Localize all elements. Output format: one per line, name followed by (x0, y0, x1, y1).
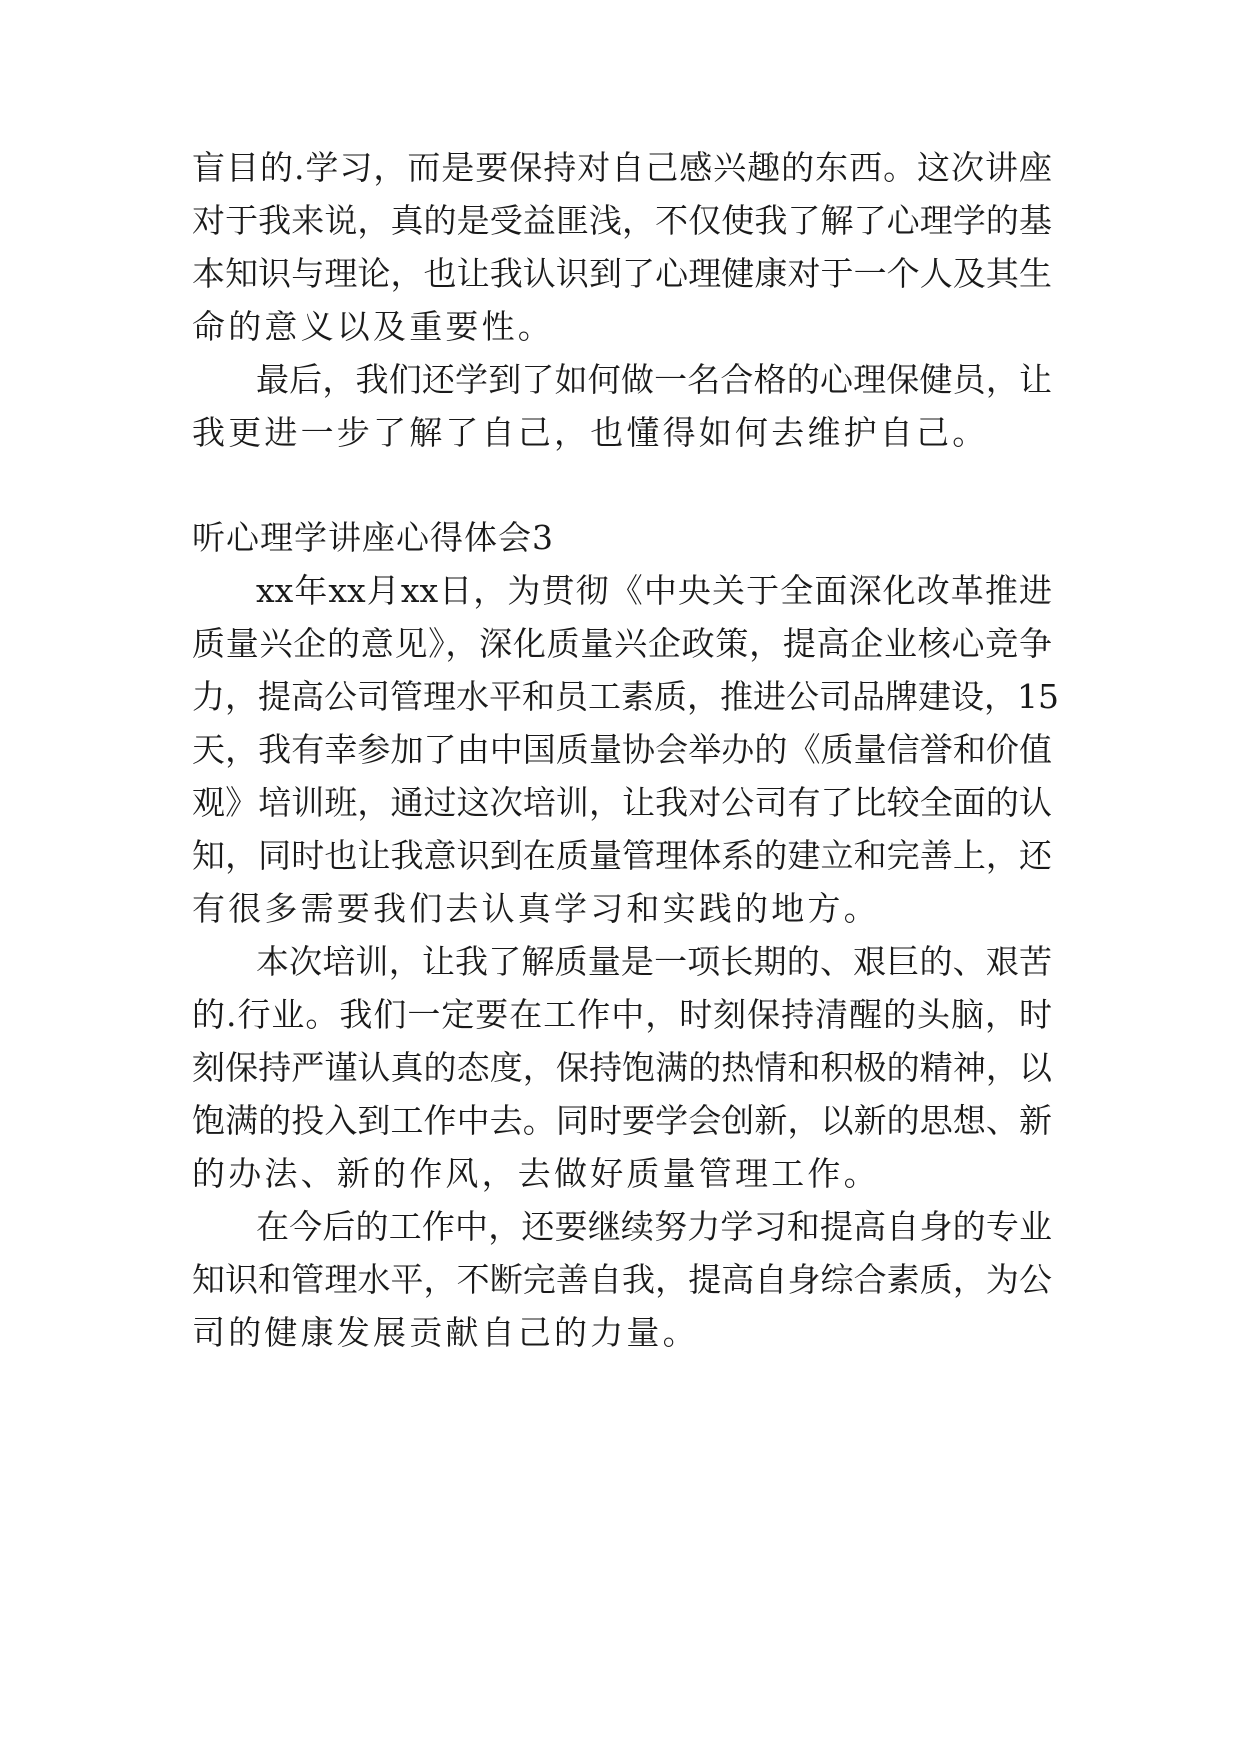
text-line: 知，同时也让我意识到在质量管理体系的建立和完善上，还 (192, 836, 1052, 875)
text-line: 盲目的.学习，而是要保持对自己感兴趣的东西。这次讲座 (192, 148, 1052, 187)
text-line: 对于我来说，真的是受益匪浅，不仅使我了解了心理学的基 (192, 201, 1052, 240)
text-line: 天，我有幸参加了由中国质量协会举办的《质量信誉和价值 (192, 730, 1052, 769)
text-line: 刻保持严谨认真的态度，保持饱满的热情和积极的精神，以 (192, 1048, 1052, 1087)
text-line: 的办法、新的作风，去做好质量管理工作。 (192, 1154, 880, 1193)
text-line: 饱满的投入到工作中去。同时要学会创新，以新的思想、新 (192, 1101, 1052, 1140)
text-line: 知识和管理水平，不断完善自我，提高自身综合素质，为公 (192, 1260, 1052, 1299)
text-line: 我更进一步了解了自己，也懂得如何去维护自己。 (192, 413, 989, 452)
text-line: xx年xx月xx日，为贯彻《中央关于全面深化改革推进 (256, 571, 1052, 610)
text-line: 在今后的工作中，还要继续努力学习和提高自身的专业 (256, 1207, 1052, 1246)
text-line: 司的健康发展贡献自己的力量。 (192, 1313, 699, 1352)
text-line: 本知识与理论，也让我认识到了心理健康对于一个人及其生 (192, 254, 1052, 293)
text-line: 命的意义以及重要性。 (192, 307, 554, 346)
text-line: 本次培训，让我了解质量是一项长期的、艰巨的、艰苦 (256, 942, 1052, 981)
text-line: 质量兴企的意见》，深化质量兴企政策，提高企业核心竞争 (192, 624, 1052, 663)
text-line: 最后，我们还学到了如何做一名合格的心理保健员，让 (256, 360, 1052, 399)
text-line: 观》培训班，通过这次培训，让我对公司有了比较全面的认 (192, 783, 1052, 822)
text-line: 有很多需要我们去认真学习和实践的地方。 (192, 889, 880, 928)
section-title: 听心理学讲座心得体会3 (192, 518, 554, 557)
text-line: 力，提高公司管理水平和员工素质，推进公司品牌建设，15 (192, 677, 1059, 716)
text-line: 的.行业。我们一定要在工作中，时刻保持清醒的头脑，时 (192, 995, 1052, 1034)
